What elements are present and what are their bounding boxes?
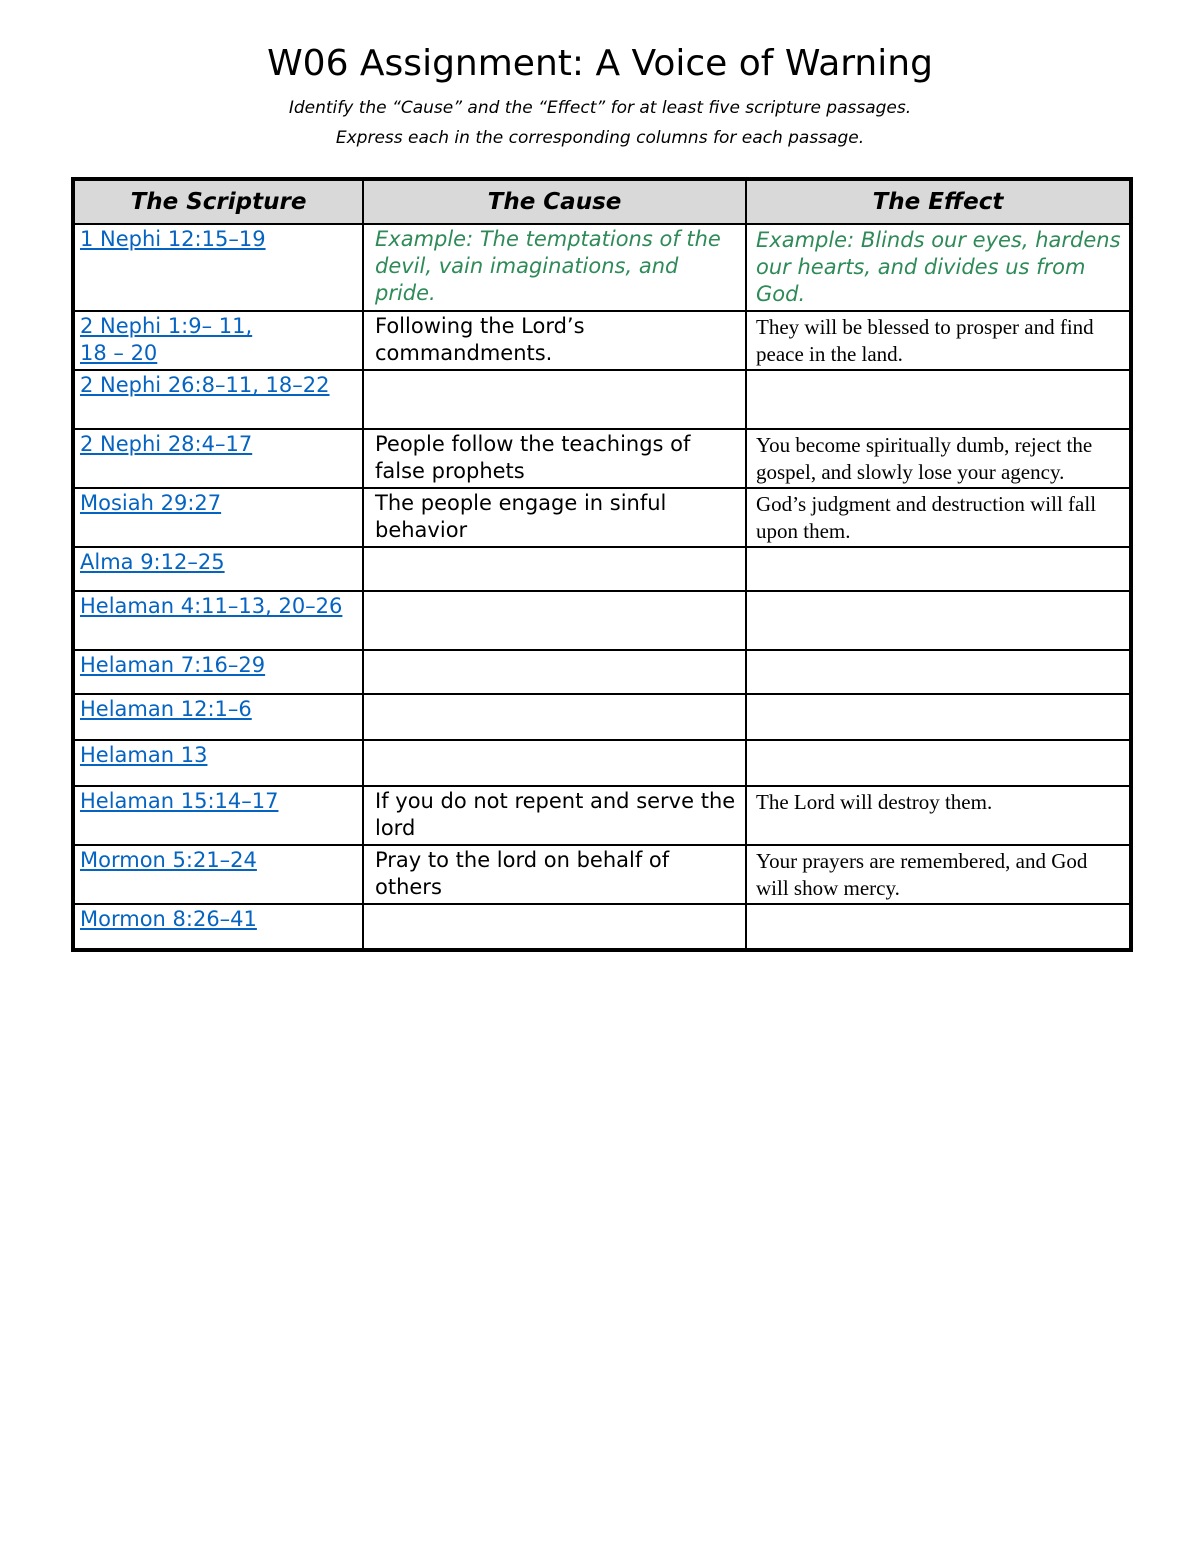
cause-cell[interactable] xyxy=(363,370,746,429)
instructions-line-1: Identify the “Cause” and the “Effect” for at least five scripture passages. xyxy=(288,98,912,118)
effect-cell[interactable]: Your prayers are remembered, and God will show mercy. xyxy=(746,845,1131,904)
scripture-cell xyxy=(73,370,363,429)
table-row xyxy=(73,740,1131,786)
table-row xyxy=(73,694,1131,740)
scripture-link[interactable]: Helaman 12:1–6 xyxy=(80,697,252,721)
scripture-table xyxy=(71,177,1133,952)
cause-cell[interactable] xyxy=(363,740,746,786)
table-header-row xyxy=(73,179,1131,224)
cause-cell[interactable]: Example: The temptations of the devil, vain imaginations, and pride. xyxy=(363,224,746,311)
effect-cell[interactable]: Example: Blinds our eyes, hardens our hearts, and divides us from God. xyxy=(746,224,1131,311)
cause-cell[interactable] xyxy=(363,904,746,950)
scripture-cell xyxy=(73,591,363,650)
table-row xyxy=(73,429,1131,488)
effect-cell[interactable] xyxy=(746,904,1131,950)
scripture-cell xyxy=(73,488,363,547)
scripture-cell xyxy=(73,311,363,370)
scripture-cell xyxy=(73,845,363,904)
scripture-link[interactable]: 1 Nephi 12:15–19 xyxy=(80,227,266,251)
table-row xyxy=(73,650,1131,694)
table-row xyxy=(73,786,1131,845)
effect-cell[interactable] xyxy=(746,740,1131,786)
scripture-cell xyxy=(73,694,363,740)
table-row xyxy=(73,904,1131,950)
effect-cell[interactable]: The Lord will destroy them. xyxy=(746,786,1131,845)
scripture-link[interactable]: Helaman 7:16–29 xyxy=(80,653,266,677)
document-title: W06 Assignment: A Voice of Warning xyxy=(267,43,933,84)
scripture-link[interactable]: Mosiah 29:27 xyxy=(80,491,222,515)
header-effect: The Effect xyxy=(746,179,1131,224)
table-row xyxy=(73,845,1131,904)
scripture-cell xyxy=(73,547,363,591)
effect-cell[interactable] xyxy=(746,650,1131,694)
effect-cell[interactable]: They will be blessed to prosper and find peace in the land. xyxy=(746,311,1131,370)
effect-cell[interactable]: You become spiritually dumb, reject the gospel, and slowly lose your agency. xyxy=(746,429,1131,488)
scripture-cell xyxy=(73,650,363,694)
scripture-link[interactable]: Helaman 15:14–17 xyxy=(80,789,279,813)
scripture-cell xyxy=(73,786,363,845)
instructions-line-2: Express each in the corresponding columns for each passage. xyxy=(335,128,865,148)
table-row xyxy=(73,591,1131,650)
header-scripture: The Scripture xyxy=(73,179,363,224)
effect-cell[interactable]: God’s judgment and destruction will fall upon them. xyxy=(746,488,1131,547)
table-row xyxy=(73,224,1131,311)
effect-cell[interactable] xyxy=(746,547,1131,591)
table-row xyxy=(73,488,1131,547)
table-row xyxy=(73,547,1131,591)
cause-cell[interactable]: People follow the teachings of false prophets xyxy=(363,429,746,488)
header-cause: The Cause xyxy=(363,179,746,224)
cause-cell[interactable]: Pray to the lord on behalf of others xyxy=(363,845,746,904)
scripture-link[interactable]: 2 Nephi 26:8–11, 18–22 xyxy=(80,373,330,397)
scripture-link[interactable]: Mormon 8:26–41 xyxy=(80,907,257,931)
cause-cell[interactable]: Following the Lord’s commandments. xyxy=(363,311,746,370)
cause-cell[interactable] xyxy=(363,547,746,591)
table-row xyxy=(73,370,1131,429)
scripture-link[interactable]: Helaman 4:11–13, 20–26 xyxy=(80,594,343,618)
effect-cell[interactable] xyxy=(746,591,1131,650)
scripture-cell xyxy=(73,224,363,311)
scripture-link[interactable]: 2 Nephi 1:9– 11, xyxy=(80,314,253,338)
scripture-link[interactable]: Alma 9:12–25 xyxy=(80,550,225,574)
scripture-link[interactable]: 2 Nephi 28:4–17 xyxy=(80,432,253,456)
effect-cell[interactable] xyxy=(746,370,1131,429)
cause-cell[interactable]: The people engage in sinful behavior xyxy=(363,488,746,547)
cause-cell[interactable] xyxy=(363,694,746,740)
scripture-link[interactable]: 18 – 20 xyxy=(80,341,158,365)
scripture-cell xyxy=(73,904,363,950)
scripture-cell xyxy=(73,740,363,786)
effect-cell[interactable] xyxy=(746,694,1131,740)
cause-cell[interactable] xyxy=(363,591,746,650)
scripture-link[interactable]: Helaman 13 xyxy=(80,743,208,767)
cause-cell[interactable] xyxy=(363,650,746,694)
table-row xyxy=(73,311,1131,370)
cause-cell[interactable]: If you do not repent and serve the lord xyxy=(363,786,746,845)
scripture-cell xyxy=(73,429,363,488)
scripture-link[interactable]: Mormon 5:21–24 xyxy=(80,848,257,872)
